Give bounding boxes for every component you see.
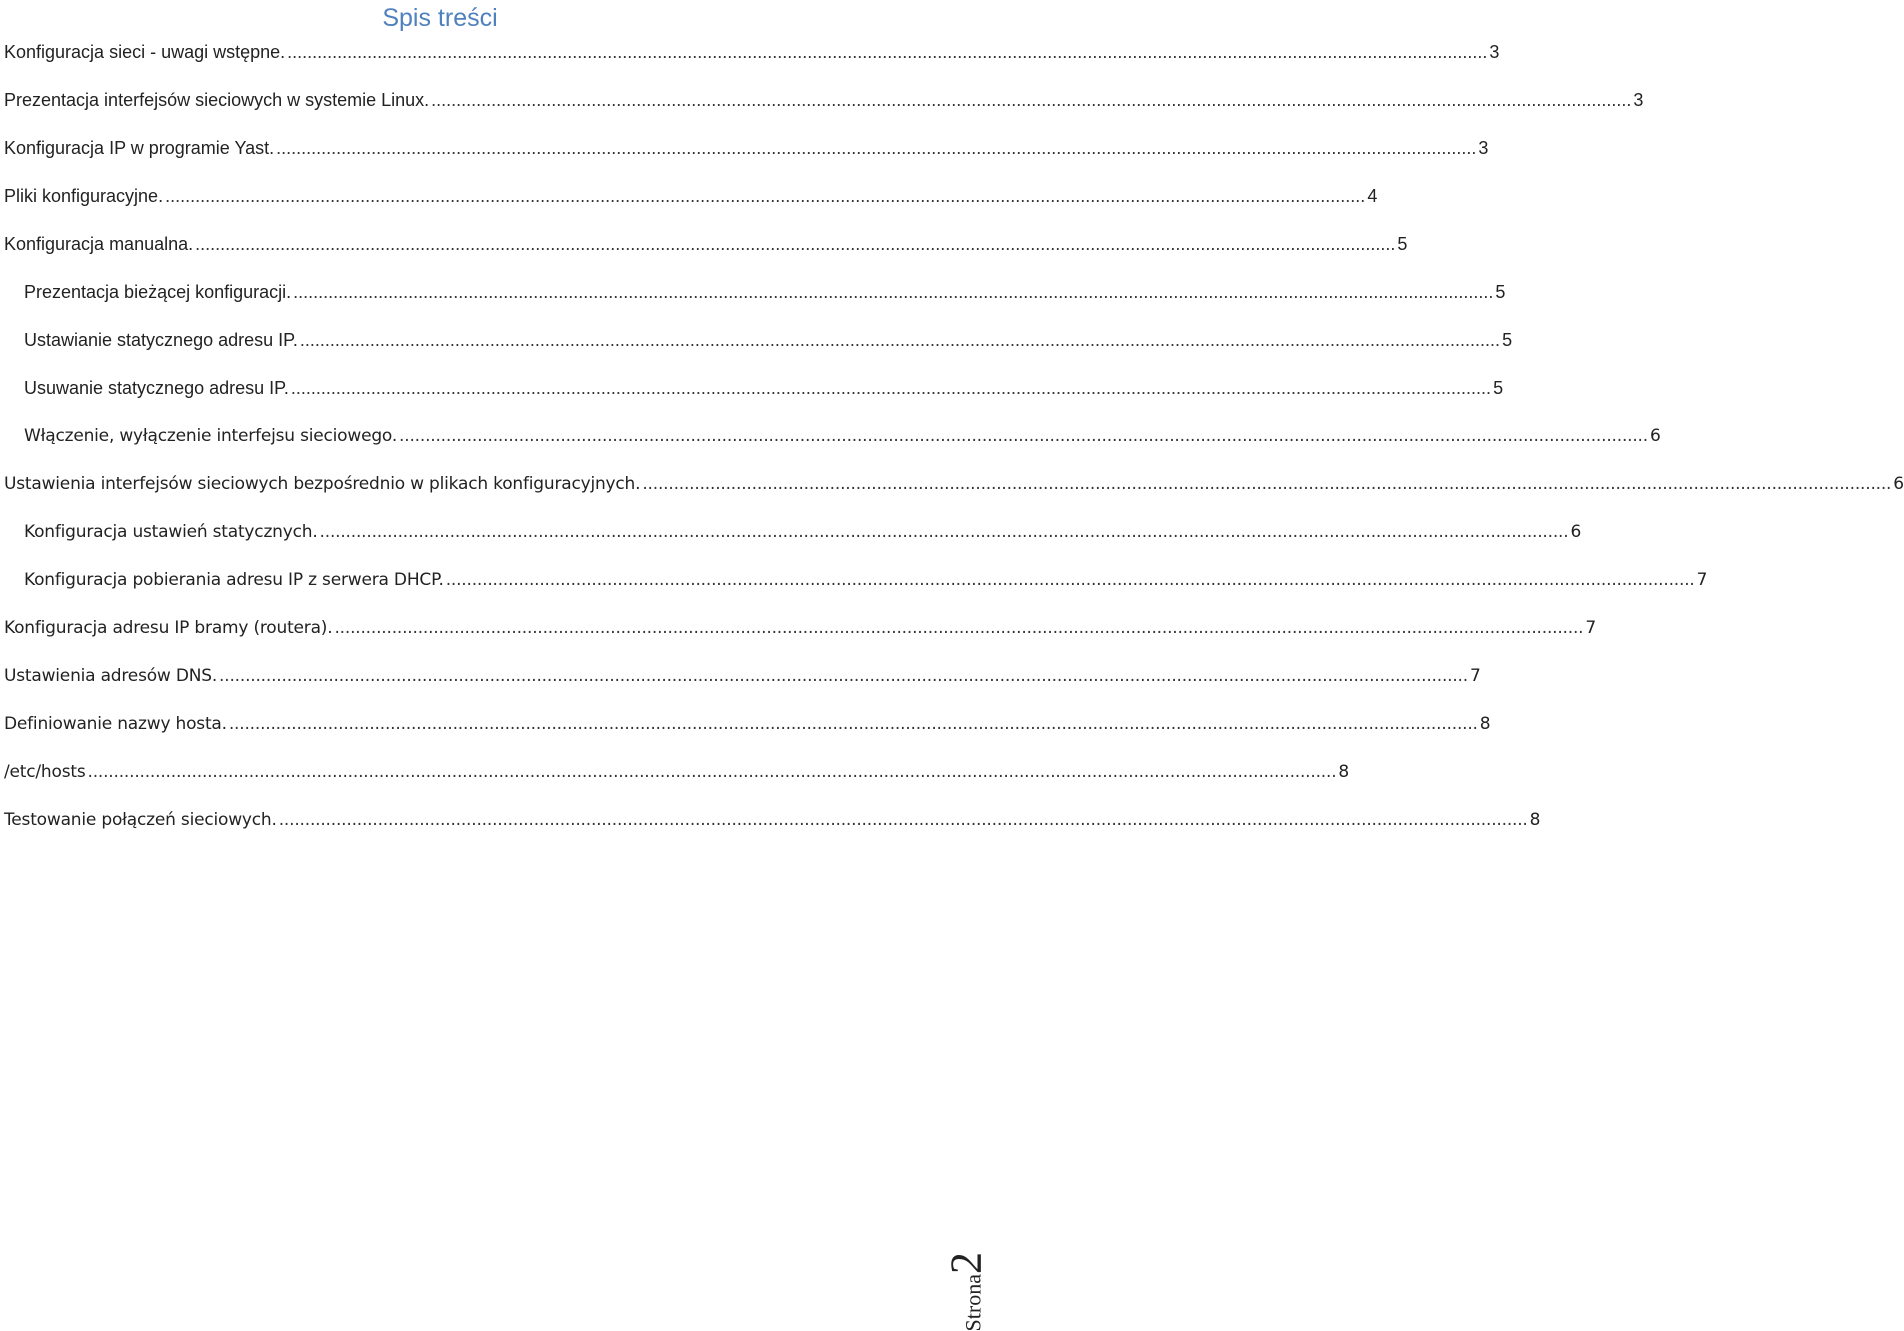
toc-leader-dots bbox=[293, 278, 1493, 306]
toc-leader-dots bbox=[642, 470, 1891, 498]
toc-leader-dots bbox=[165, 182, 1365, 210]
toc-entry[interactable] bbox=[0, 38, 1500, 66]
footer-page-number: 2 bbox=[941, 1252, 990, 1274]
toc-entry-text: Konfiguracja manualna. bbox=[4, 234, 194, 254]
toc-leader-dots bbox=[431, 86, 1631, 114]
toc-entry-text: Konfiguracja IP w programie Yast. bbox=[4, 138, 275, 158]
toc-entry-text: Usuwanie statycznego adresu IP. bbox=[24, 378, 289, 398]
toc-entry[interactable] bbox=[0, 758, 1350, 786]
toc-entry[interactable] bbox=[0, 182, 1378, 210]
toc-leader-dots bbox=[195, 230, 1395, 258]
page-number-label bbox=[941, 1252, 990, 1331]
toc-entry-page: 7 bbox=[1585, 618, 1596, 638]
toc-entry-text: Ustawienia interfejsów sieciowych bezpośrednio w plikach konfiguracyjnych. bbox=[4, 474, 641, 494]
toc-entry-page: 6 bbox=[1893, 474, 1904, 494]
toc-entry-page: 6 bbox=[1649, 426, 1661, 446]
toc-entry-page: 3 bbox=[1489, 42, 1500, 62]
toc-leader-dots bbox=[291, 374, 1491, 402]
toc-title: Spis treści bbox=[382, 4, 498, 32]
toc-entry-page: 5 bbox=[1495, 282, 1506, 302]
toc-entry[interactable] bbox=[0, 422, 1661, 450]
toc-entry[interactable] bbox=[0, 710, 1491, 738]
toc-entry-text: Konfiguracja sieci - uwagi wstępne. bbox=[4, 42, 286, 62]
toc-leader-dots bbox=[229, 710, 1478, 738]
toc-entry[interactable] bbox=[0, 86, 1644, 114]
toc-leader-dots bbox=[276, 134, 1476, 162]
toc-entry[interactable] bbox=[0, 326, 1513, 354]
toc-leader-dots bbox=[219, 662, 1468, 690]
toc-entry-page: 3 bbox=[1633, 90, 1644, 110]
toc-entry-page: 5 bbox=[1502, 330, 1513, 350]
toc-entry-page: 8 bbox=[1338, 762, 1350, 782]
toc-entry-page: 5 bbox=[1493, 378, 1504, 398]
toc-entry-page: 7 bbox=[1469, 666, 1481, 686]
toc-entry-text: /etc/hosts bbox=[4, 762, 86, 782]
toc-entry[interactable] bbox=[0, 518, 1582, 546]
toc-entry-text: Ustawianie statycznego adresu IP. bbox=[24, 330, 298, 350]
toc-entry[interactable] bbox=[0, 278, 1506, 306]
footer-label: Strona bbox=[960, 1274, 985, 1331]
toc-entry-text: Pliki konfiguracyjne. bbox=[4, 186, 164, 206]
toc-entry-page: 8 bbox=[1479, 714, 1491, 734]
toc-leader-dots bbox=[279, 806, 1528, 834]
toc-leader-dots bbox=[300, 326, 1500, 354]
toc-entry-page: 3 bbox=[1478, 138, 1489, 158]
toc-leader-dots bbox=[399, 422, 1648, 450]
toc-entry-page: 6 bbox=[1570, 522, 1582, 542]
page-footer bbox=[920, 1156, 990, 1331]
toc-entry[interactable] bbox=[0, 614, 1596, 642]
toc-leader-dots bbox=[287, 38, 1487, 66]
toc-entry[interactable] bbox=[0, 230, 1408, 258]
toc-entry-text: Definiowanie nazwy hosta. bbox=[4, 714, 227, 734]
toc-entry[interactable] bbox=[0, 806, 1541, 834]
toc-entry[interactable] bbox=[0, 566, 1708, 594]
toc-entry[interactable] bbox=[0, 470, 1904, 498]
toc-entry-page: 5 bbox=[1397, 234, 1408, 254]
toc-leader-dots bbox=[446, 566, 1695, 594]
toc-entry[interactable] bbox=[0, 662, 1481, 690]
toc-entry-text: Konfiguracja ustawień statycznych. bbox=[24, 522, 318, 542]
toc-entry-text: Prezentacja bieżącej konfiguracji. bbox=[24, 282, 292, 302]
toc-leader-dots bbox=[320, 518, 1569, 546]
toc-leader-dots bbox=[87, 758, 1336, 786]
toc-leader-dots bbox=[334, 614, 1583, 642]
toc-entry-page: 7 bbox=[1696, 570, 1708, 590]
toc-entry-text: Prezentacja interfejsów sieciowych w systemie Linux. bbox=[4, 90, 430, 110]
toc-entry-page: 4 bbox=[1367, 186, 1378, 206]
toc-entry[interactable] bbox=[0, 374, 1504, 402]
toc-entry-text: Włączenie, wyłączenie interfejsu sieciowego. bbox=[24, 426, 398, 446]
toc-entry-text: Ustawienia adresów DNS. bbox=[4, 666, 218, 686]
toc-entry[interactable] bbox=[0, 134, 1489, 162]
toc-entry-text: Konfiguracja pobierania adresu IP z serwera DHCP. bbox=[24, 570, 444, 590]
toc-entry-page: 8 bbox=[1529, 810, 1541, 830]
toc-entry-text: Testowanie połączeń sieciowych. bbox=[4, 810, 277, 830]
toc-entry-text: Konfiguracja adresu IP bramy (routera). bbox=[4, 618, 333, 638]
